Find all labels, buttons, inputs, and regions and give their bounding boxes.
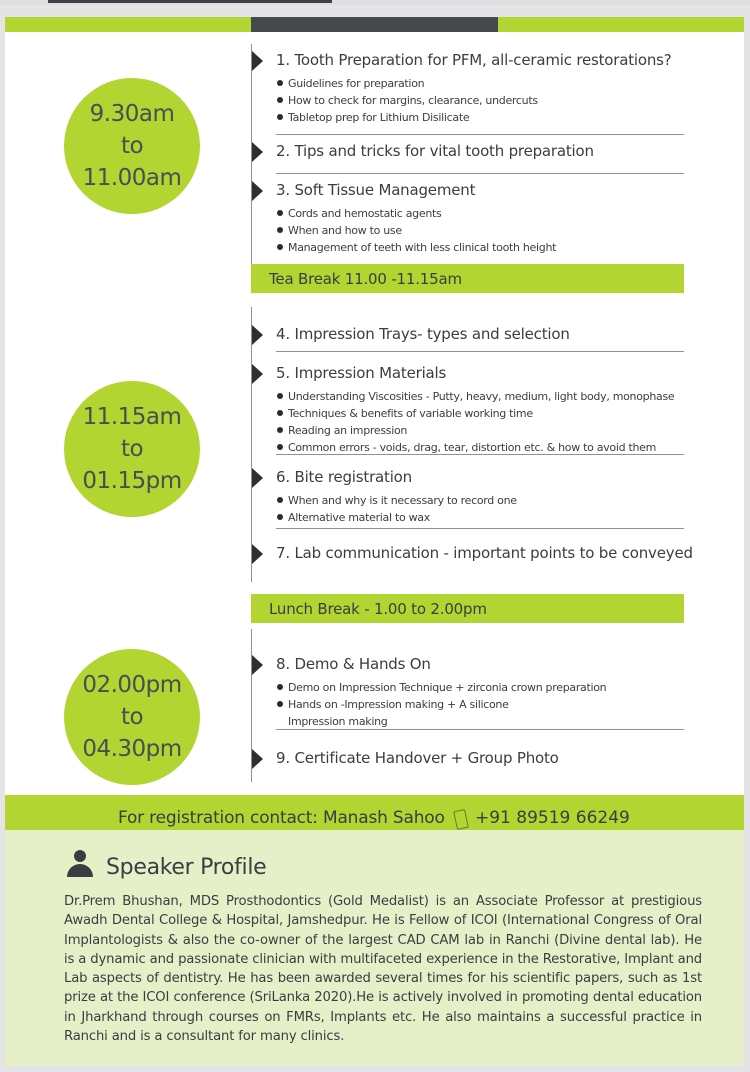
phone-icon xyxy=(453,809,469,830)
agenda-subitem: Impression making xyxy=(288,715,388,728)
time-slot-sep: to xyxy=(120,133,144,159)
agenda-subitems xyxy=(288,205,556,256)
header-bar-middle xyxy=(251,17,498,32)
divider xyxy=(276,528,684,529)
top-strip xyxy=(0,0,750,5)
agenda-subitem: Alternative material to wax xyxy=(288,509,517,526)
header-bar-left xyxy=(5,17,251,32)
flyer-page xyxy=(5,17,744,1066)
person-icon xyxy=(66,850,94,878)
break-label: Lunch Break - 1.00 to 2.00pm xyxy=(269,600,487,618)
bullet-arrow-icon xyxy=(252,468,263,488)
speaker-profile-section xyxy=(5,830,744,1066)
agenda-subitem: When and why is it necessary to record one xyxy=(288,494,517,507)
divider xyxy=(276,729,684,730)
bullet-arrow-icon xyxy=(252,544,263,564)
agenda-item-title: 4. Impression Trays- types and selection xyxy=(276,325,570,343)
agenda-item-title: 1. Tooth Preparation for PFM, all-ceramic restorations? xyxy=(276,51,672,69)
agenda-item-title: 2. Tips and tricks for vital tooth preparation xyxy=(276,142,594,160)
divider xyxy=(276,351,684,352)
agenda-subitem: Tabletop prep for Lithium Disilicate xyxy=(288,109,538,126)
agenda-item-title: 7. Lab communication - important points to be conveyed xyxy=(276,544,693,562)
bullet-arrow-icon xyxy=(252,142,263,162)
agenda-subitems xyxy=(288,75,538,126)
time-slot-end: 01.15pm xyxy=(82,468,182,494)
agenda-subitems xyxy=(288,492,517,526)
agenda-subitems xyxy=(288,388,674,456)
bullet-arrow-icon xyxy=(252,181,263,201)
agenda-subitem: Cords and hemostatic agents xyxy=(288,205,556,222)
time-slot-sep: to xyxy=(120,436,144,462)
tea-break-banner xyxy=(251,264,684,293)
bullet-arrow-icon xyxy=(252,749,263,769)
bullet-arrow-icon xyxy=(252,325,263,345)
agenda-item-title: 8. Demo & Hands On xyxy=(276,655,431,673)
break-label: Tea Break 11.00 -11.15am xyxy=(269,270,462,288)
speaker-profile-heading: Speaker Profile xyxy=(106,855,267,880)
agenda-item-title: 5. Impression Materials xyxy=(276,364,447,382)
agenda-subitem: How to check for margins, clearance, undercuts xyxy=(288,94,538,107)
agenda-subitem: Techniques & benefits of variable working time xyxy=(288,405,674,422)
agenda-subitem: Management of teeth with less clinical tooth height xyxy=(288,241,557,254)
time-slot-2 xyxy=(64,381,200,517)
divider xyxy=(276,454,684,455)
time-slot-start: 11.15am xyxy=(82,404,182,430)
time-slot-end: 11.00am xyxy=(82,165,182,191)
lunch-break-banner xyxy=(251,594,684,623)
time-slot-start: 02.00pm xyxy=(82,672,182,698)
time-slot-end: 04.30pm xyxy=(82,736,182,762)
agenda-subitem: When and how to use xyxy=(288,222,556,239)
agenda-subitem: Common errors - voids, drag, tear, distortion etc. & how to avoid them xyxy=(288,439,674,456)
timeline-line-2 xyxy=(251,307,252,582)
bullet-arrow-icon xyxy=(252,51,263,71)
agenda-subitem: Guidelines for preparation xyxy=(288,75,538,92)
registration-bar xyxy=(5,795,744,830)
bullet-arrow-icon xyxy=(252,655,263,675)
header-bar-right xyxy=(498,17,744,32)
speaker-bio: Dr.Prem Bhushan, MDS Prosthodontics (Gold Medalist) is an Associate Professor at prestigious Awadh Dental College & Hospital, Jamshedpur. He is Fellow of ICOI (International Congress of Oral Implantologists & also the co-owner of the largest CAD CAM lab in Ranchi (Divine dental lab). He is a dynamic and passionate clinician with multifaceted experience in the Restorative, Implant and Lab aspects of dentistry. He has been awarded several times for his scientific papers, such as 1st prize at the ICOI conference (SriLanka 2020).He is actively involved in promoting dental education in Jharkhand through courses on FMRs, Implants etc. He also maintains a successful practice in Ranchi and is a consultant for many clinics. xyxy=(64,894,702,1045)
agenda-item-title: 6. Bite registration xyxy=(276,468,412,486)
time-slot-3 xyxy=(64,649,200,785)
agenda-item-title: 3. Soft Tissue Management xyxy=(276,181,476,199)
agenda-item-title: 9. Certificate Handover + Group Photo xyxy=(276,749,559,767)
agenda-subitem: Hands on -Impression making + A silicone xyxy=(288,696,606,713)
divider xyxy=(276,173,684,174)
agenda-subitem: Demo on Impression Technique + zirconia crown preparation xyxy=(288,681,607,694)
divider xyxy=(276,134,684,135)
agenda-subitems xyxy=(288,679,606,730)
registration-phone[interactable]: +91 89519 66249 xyxy=(475,808,630,828)
top-strip-tab xyxy=(48,0,332,3)
agenda-subitem: Reading an impression xyxy=(288,422,674,439)
time-slot-start: 9.30am xyxy=(89,101,175,127)
time-slot-sep: to xyxy=(120,704,144,730)
time-slot-1 xyxy=(64,78,200,214)
bullet-arrow-icon xyxy=(252,364,263,384)
agenda-subitem: Understanding Viscosities - Putty, heavy, medium, light body, monophase xyxy=(288,390,675,403)
registration-contact: For registration contact: Manash Sahoo xyxy=(118,808,445,828)
